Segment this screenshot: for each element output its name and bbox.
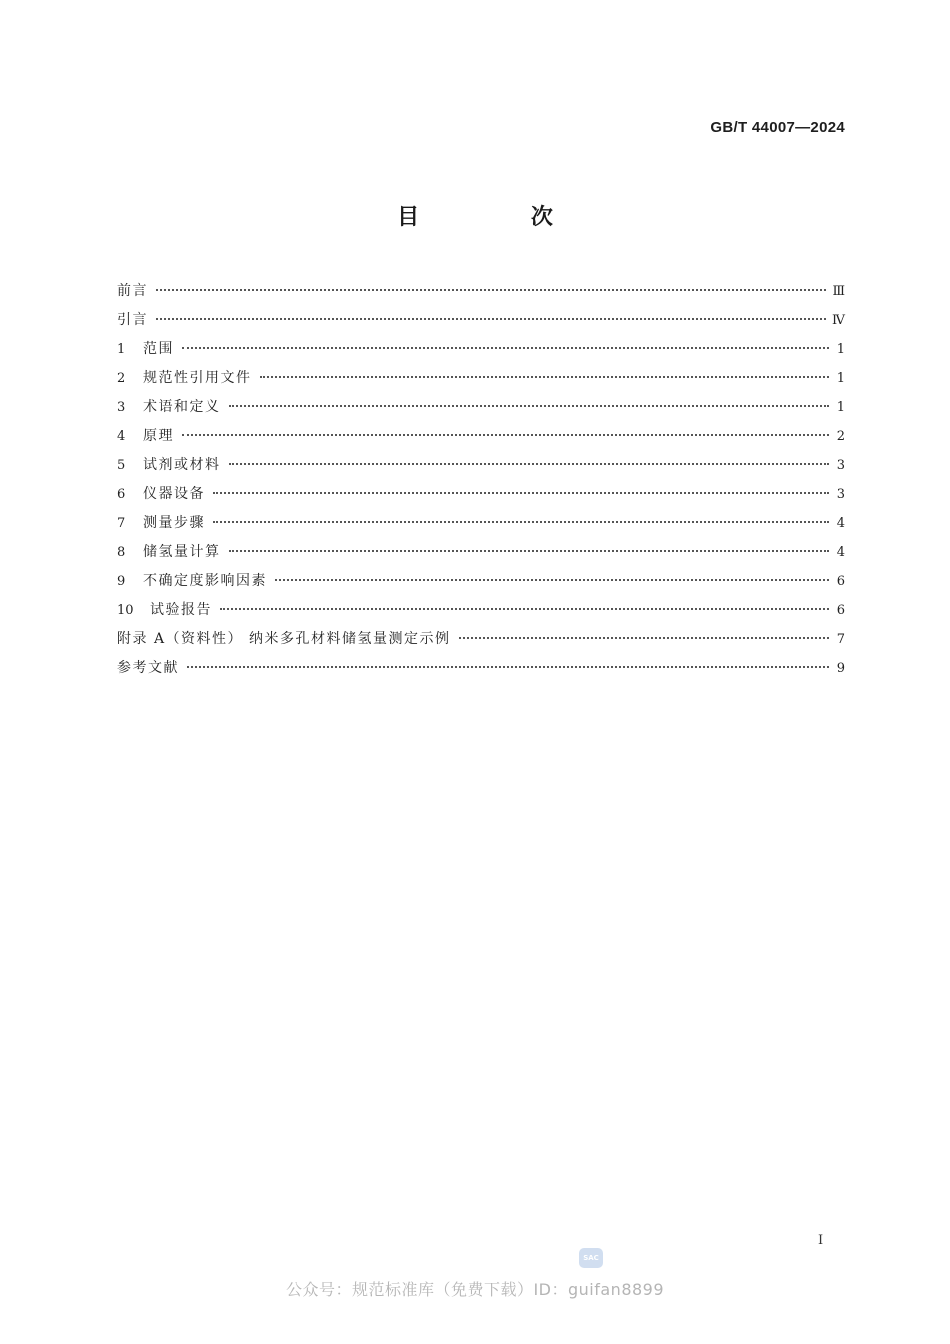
toc-leader-dots <box>182 347 829 349</box>
toc-entry-normative-references[interactable] <box>117 367 845 396</box>
toc-entry-label: 试剂或材料 <box>143 457 221 473</box>
toc-entry-number: 9 <box>117 574 126 589</box>
toc-entry-number: 2 <box>117 371 126 386</box>
toc-entry-number: 7 <box>117 516 126 531</box>
toc-entry-scope[interactable] <box>117 338 845 367</box>
toc-entry-terms-definitions[interactable] <box>117 396 845 425</box>
standard-code: GB/T 44007—2024 <box>710 119 845 136</box>
toc-entry-introduction[interactable] <box>117 309 845 338</box>
sac-logo-icon: SAC <box>579 1248 603 1268</box>
toc-entry-label: 术语和定义 <box>143 399 221 415</box>
toc-entry-page: 6 <box>836 603 845 618</box>
toc-entry-page: 7 <box>836 632 845 647</box>
toc-entry-number: 6 <box>117 487 126 502</box>
toc-entry-page: Ⅲ <box>832 284 845 299</box>
toc-entry-label: 不确定度影响因素 <box>143 573 267 589</box>
toc-leader-dots <box>260 376 830 378</box>
toc-entry-apparatus[interactable] <box>117 483 845 512</box>
toc-entry-hydrogen-storage-calculation[interactable] <box>117 541 845 570</box>
toc-entry-page: Ⅳ <box>832 313 845 328</box>
toc-entry-uncertainty-factors[interactable] <box>117 570 845 599</box>
toc-entry-page: 1 <box>836 371 845 386</box>
toc-entry-bibliography[interactable] <box>117 657 845 686</box>
toc-entry-annex-a[interactable] <box>117 628 845 657</box>
toc-leader-dots <box>229 463 830 465</box>
toc-leader-dots <box>182 434 829 436</box>
table-of-contents <box>117 280 845 686</box>
toc-entry-number: 4 <box>117 429 126 444</box>
toc-leader-dots <box>213 521 829 523</box>
toc-leader-dots <box>213 492 829 494</box>
toc-leader-dots <box>156 289 826 291</box>
page-number: I <box>818 1233 824 1248</box>
toc-entry-page: 6 <box>836 574 845 589</box>
toc-entry-page: 3 <box>836 487 845 502</box>
toc-entry-reagents-materials[interactable] <box>117 454 845 483</box>
toc-entry-page: 1 <box>836 400 845 415</box>
toc-entry-number: 10 <box>117 603 134 618</box>
toc-entry-measurement-procedure[interactable] <box>117 512 845 541</box>
toc-leader-dots <box>187 666 829 668</box>
toc-entry-page: 2 <box>836 429 845 444</box>
toc-entry-number: 3 <box>117 400 126 415</box>
toc-entry-label: 范围 <box>143 341 174 357</box>
toc-leader-dots <box>229 550 830 552</box>
toc-entry-label: 规范性引用文件 <box>143 370 252 386</box>
toc-entry-label: 参考文献 <box>117 660 179 676</box>
toc-entry-label: 附录 A（资料性） 纳米多孔材料储氢量测定示例 <box>117 631 451 647</box>
toc-entry-principle[interactable] <box>117 425 845 454</box>
toc-entry-page: 4 <box>836 516 845 531</box>
toc-entry-page: 4 <box>836 545 845 560</box>
toc-entry-page: 3 <box>836 458 845 473</box>
toc-entry-number: 8 <box>117 545 126 560</box>
toc-entry-label: 测量步骤 <box>143 515 205 531</box>
toc-leader-dots <box>229 405 830 407</box>
toc-entry-foreword[interactable] <box>117 280 845 309</box>
toc-entry-test-report[interactable] <box>117 599 845 628</box>
toc-title: 目 次 <box>397 205 605 230</box>
toc-leader-dots <box>459 637 829 639</box>
toc-entry-number: 1 <box>117 342 126 357</box>
toc-entry-page: 9 <box>836 661 845 676</box>
watermark-text: 公众号：规范标准库（免费下载）ID：guifan8899 <box>285 1280 665 1299</box>
toc-leader-dots <box>156 318 826 320</box>
toc-leader-dots <box>220 608 829 610</box>
toc-entry-label: 储氢量计算 <box>143 544 221 560</box>
toc-entry-page: 1 <box>836 342 845 357</box>
toc-entry-label: 引言 <box>117 312 148 328</box>
toc-entry-label: 原理 <box>143 428 174 444</box>
toc-entry-label: 前言 <box>117 283 148 299</box>
toc-entry-number: 5 <box>117 458 126 473</box>
toc-leader-dots <box>275 579 829 581</box>
toc-entry-label: 试验报告 <box>150 602 212 618</box>
toc-entry-label: 仪器设备 <box>143 486 205 502</box>
